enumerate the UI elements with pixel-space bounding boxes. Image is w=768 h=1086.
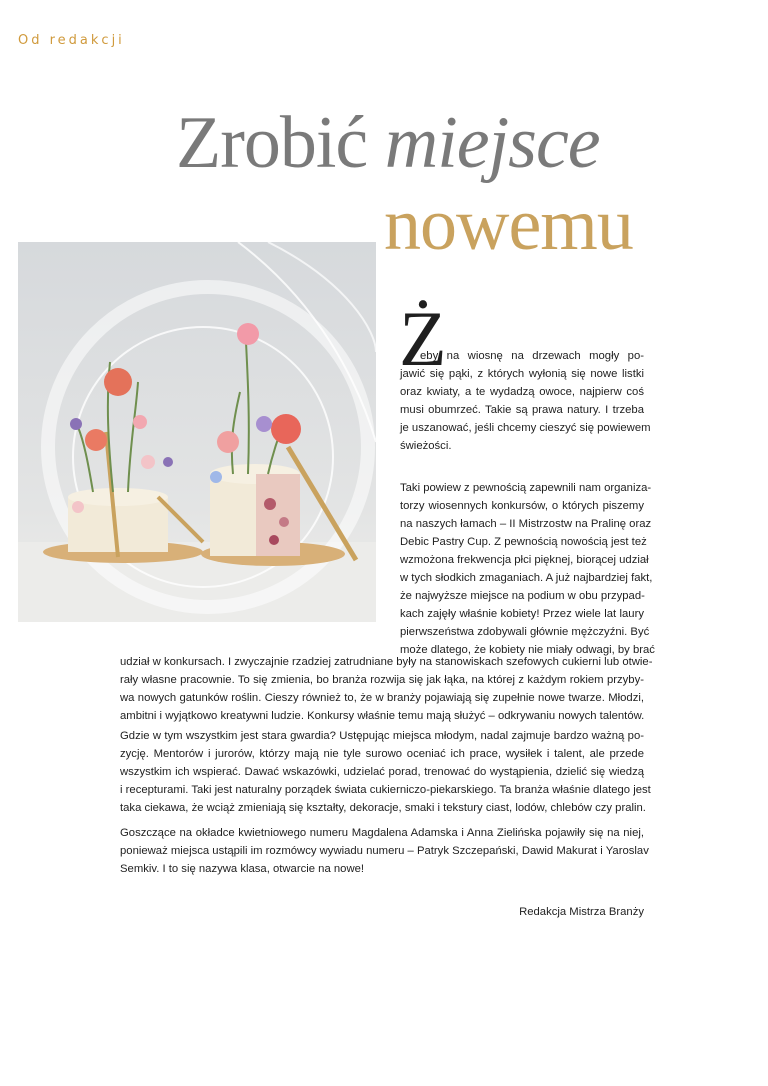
- text-line: na naszych łamach – II Mistrzostw na Pralinę oraz: [400, 518, 652, 530]
- text-line: Debic Pastry Cup. Z pewnością nowością jest też: [400, 536, 647, 548]
- text-line: oraz kwiaty, a te wydadzą owoce, najpierw coś: [400, 386, 644, 398]
- text-line: wa nowych gatunków roślin. Cieszy również to, że w branży pojawiają się zupełnie nowe twarze. Młodzi,: [120, 692, 644, 704]
- paragraph-4: [120, 824, 649, 878]
- text-line: może dlatego, że kobiety nie miały odwagi, by brać: [400, 644, 655, 656]
- title-word-3: nowemu: [384, 184, 633, 266]
- title-word-2: miejsce: [384, 102, 600, 184]
- text-line: Taki powiew z pewnością zapewnili nam organiza-: [400, 482, 652, 494]
- cakes-with-flowers-photo: [18, 242, 376, 622]
- text-line: jawić się pąki, z których wyłonią się nowe listki: [400, 368, 644, 380]
- signature: Redakcja Mistrza Branży: [519, 906, 644, 918]
- text-line: w tych słodkich zmaganiach. A już najbardziej fakt,: [400, 572, 653, 584]
- text-line: Gdzie w tym wszystkim jest stara gwardia? Ustępując miejsca młodym, nadal zajmuje bardzo ważną po-: [120, 730, 644, 742]
- text-line: ambitni i wyjątkowo kreatywni ludzie. Konkursy właśnie temu mają służyć – odkrywaniu nowych talentów.: [120, 710, 645, 722]
- text-line: wzmożona frekwencja płci pięknej, biorącej udział: [400, 554, 649, 566]
- text-line: eby na wiosnę na drzewach mogły po-: [420, 350, 644, 362]
- text-line: Goszczące na okładce kwietniowego numeru Magdalena Adamska i Anna Zielińska pojawiły się na niej,: [120, 827, 644, 839]
- page-title: [176, 102, 600, 184]
- paragraph-2-narrow: [400, 479, 655, 659]
- text-line: ponieważ miejsca ustąpili im rozmówcy wywiadu numeru – Patryk Szczepański, Dawid Makurat i Yaroslav: [120, 845, 649, 857]
- paragraph-1: [400, 365, 651, 455]
- text-line: pierwszeństwa zdobywali głównie mężczyźni. Być: [400, 626, 650, 638]
- title-word-1: Zrobić: [176, 102, 368, 184]
- text-line: rały własne pracownie. To się zmienia, bo branża rozwija się jak łąka, na której z każdym rokiem przyby-: [120, 674, 644, 686]
- paragraph-3: [120, 727, 651, 817]
- text-line: je uszanować, jeśli chcemy cieszyć się powiewem: [400, 422, 651, 434]
- paragraph-1-first-line: [420, 347, 644, 365]
- text-line: wszystkim ich wspierać. Dawać wskazówki, udzielać porad, trenować do wystąpienia, dzielić się wiedzą: [120, 766, 644, 778]
- text-line: i recepturami. Taki jest naturalny porządek świata cukierniczo-piekarskiego. Ta branża właśnie dlatego jest: [120, 784, 651, 796]
- text-line: torzy wiosennych konkursów, o których piszemy: [400, 500, 644, 512]
- text-line: że najwyższe miejsce na podium w obu przypad-: [400, 590, 645, 602]
- text-line: świeżości.: [400, 440, 452, 452]
- section-label: Od redakcji: [18, 33, 125, 48]
- text-line: Semkiv. I to się nazywa klasa, otwarcie na nowe!: [120, 863, 365, 875]
- text-line: udział w konkursach. I zwyczajnie rzadziej zatrudniane były na stanowiskach szefowych cukierni lub otwie-: [120, 656, 653, 668]
- paragraph-2-wide: [120, 653, 653, 725]
- drop-cap: Ż: [399, 295, 447, 382]
- text-line: zycję. Mentorów i jurorów, którzy mają nie tyle surowo oceniać ich prace, wysiłek i talent, ale przede: [120, 748, 644, 760]
- text-line: kach zajęły właśnie kobiety! Przez wiele lat laury: [400, 608, 644, 620]
- text-line: musi obumrzeć. Takie są prawa natury. I trzeba: [400, 404, 644, 416]
- text-line: taka ciekawa, że wciąż zmieniają się kształty, dekoracje, smaki i tekstury ciast, lodów, chlebów czy pralin.: [120, 802, 646, 814]
